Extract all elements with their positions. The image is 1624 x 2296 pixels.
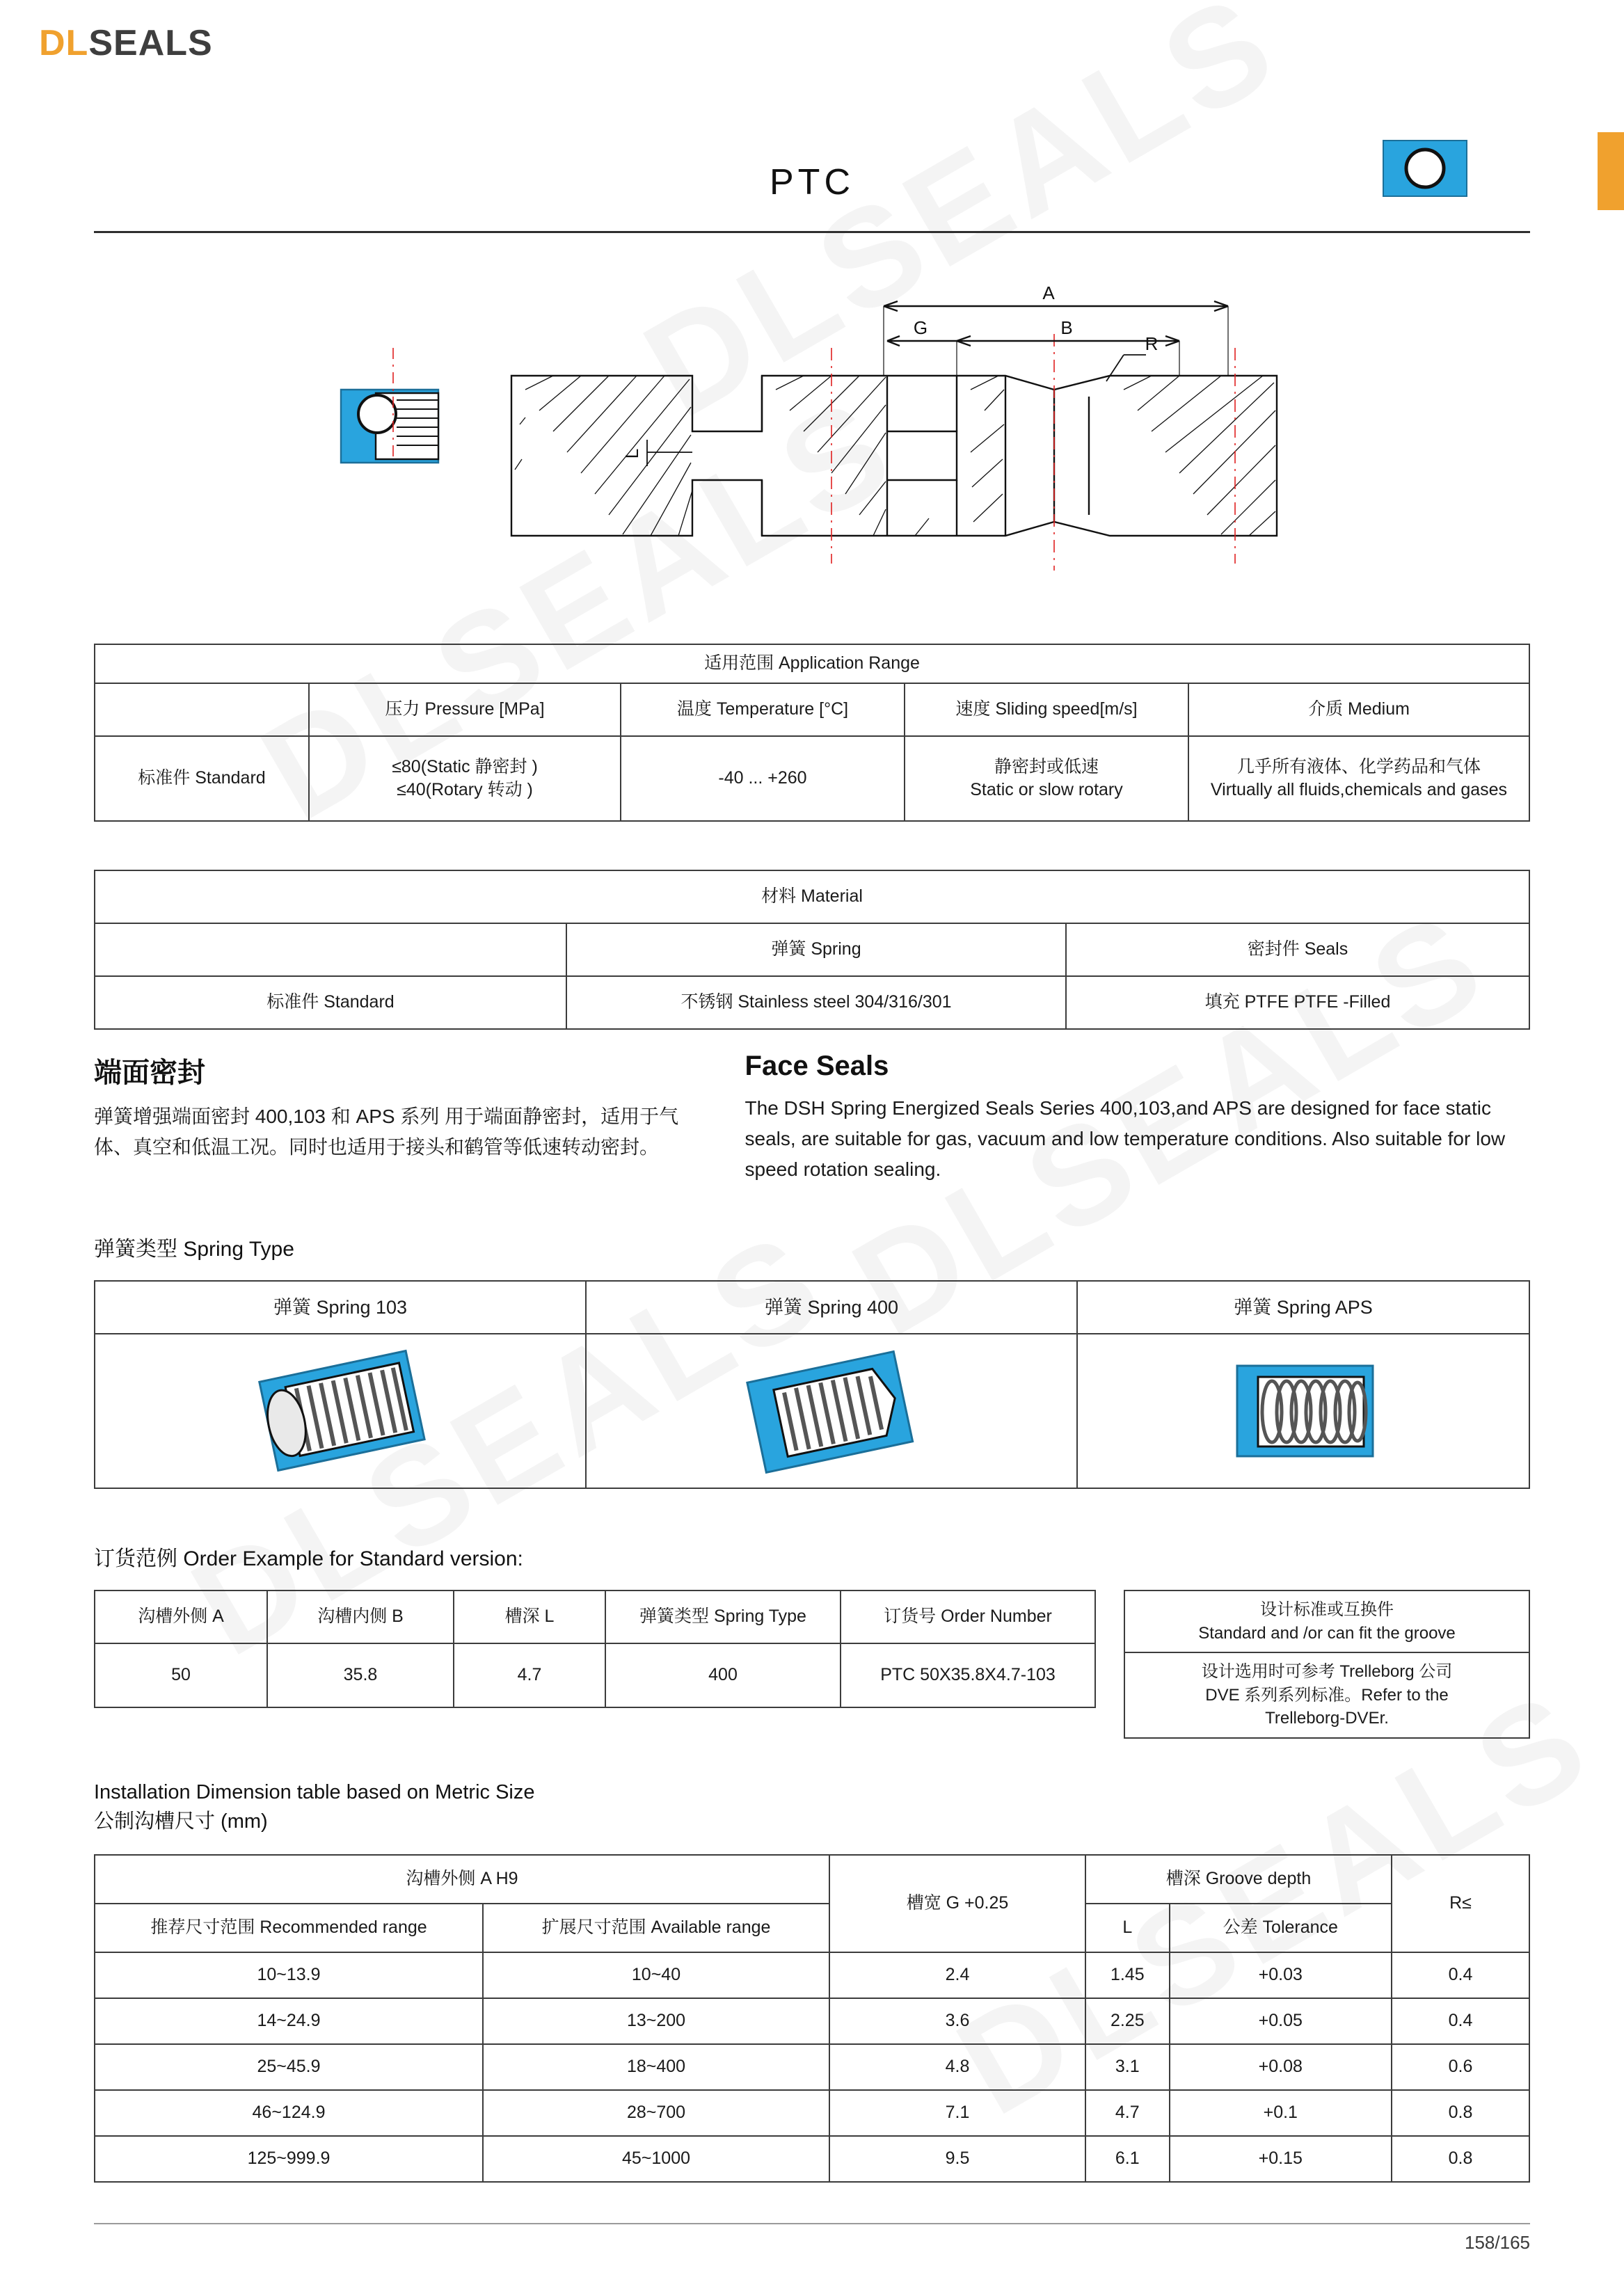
cell-spring-material: 不锈钢 Stainless steel 304/316/301 — [566, 976, 1066, 1029]
header-groove-outer: 沟槽外侧 A H9 — [95, 1855, 829, 1904]
header-groove-width: 槽宽 G +0.25 — [829, 1855, 1085, 1952]
cell-recommended: 10~13.9 — [95, 1952, 483, 1998]
table-row — [95, 2090, 1529, 2136]
spring-400-header: 弹簧 Spring 400 — [586, 1281, 1077, 1334]
note-body — [1124, 1652, 1529, 1738]
svg-text:B: B — [1060, 317, 1073, 338]
page-title: PTC — [770, 162, 854, 202]
cell-g: 2.4 — [829, 1952, 1085, 1998]
table-row — [95, 2136, 1529, 2182]
footer-divider — [94, 2223, 1530, 2224]
cell-tolerance: +0.05 — [1170, 1998, 1392, 2044]
cell-r: 0.4 — [1392, 1952, 1529, 1998]
header-groove-depth: 槽深 Groove depth — [1085, 1855, 1392, 1904]
cell-recommended: 14~24.9 — [95, 1998, 483, 2044]
table-row — [95, 1334, 1529, 1488]
cell-available: 10~40 — [483, 1952, 829, 1998]
table-row — [95, 1904, 1529, 1952]
note-body-line2: DVE 系列系列标准。Refer to the — [1205, 1685, 1449, 1705]
cell-medium — [1188, 736, 1529, 821]
cell-l: 1.45 — [1085, 1952, 1170, 1998]
value-groove-inner: 35.8 — [267, 1643, 454, 1707]
table-row — [95, 923, 1529, 976]
installation-label — [94, 1778, 535, 1836]
cell-r: 0.8 — [1392, 2090, 1529, 2136]
value-groove-depth: 4.7 — [454, 1643, 605, 1707]
spring-type-label: 弹簧类型 Spring Type — [94, 1238, 294, 1261]
col-empty — [95, 923, 566, 976]
value-spring-type: 400 — [605, 1643, 841, 1707]
cell-recommended: 25~45.9 — [95, 2044, 483, 2090]
application-range-header: 适用范围 Application Range — [95, 644, 1529, 683]
header-recommended-range: 推荐尺寸范围 Recommended range — [95, 1904, 483, 1952]
col-groove-outer: 沟槽外侧 A — [95, 1591, 267, 1643]
spring-103-header: 弹簧 Spring 103 — [95, 1281, 586, 1334]
cell-l: 6.1 — [1085, 2136, 1170, 2182]
table-row — [95, 683, 1529, 736]
spring-aps-image-cell — [1077, 1334, 1529, 1488]
technical-drawing — [94, 250, 1530, 626]
cell-g: 7.1 — [829, 2090, 1085, 2136]
cell-r: 0.4 — [1392, 1998, 1529, 2044]
title-divider — [94, 231, 1530, 233]
col-medium: 介质 Medium — [1188, 683, 1529, 736]
col-spring: 弹簧 Spring — [566, 923, 1066, 976]
cell-tolerance: +0.03 — [1170, 1952, 1392, 1998]
brand-logo-seals: SEALS — [88, 23, 213, 63]
table-row — [95, 1281, 1529, 1334]
table-row — [95, 644, 1529, 683]
description-en — [745, 1051, 1530, 1186]
table-row — [95, 2044, 1529, 2090]
spring-aps-icon — [1078, 1334, 1529, 1488]
speed-en: Static or slow rotary — [970, 780, 1123, 799]
cell-pressure — [309, 736, 621, 821]
pressure-rotary: ≤40(Rotary 转动 ) — [397, 780, 533, 799]
table-row — [95, 1855, 1529, 1904]
header-r: R≤ — [1392, 1855, 1529, 1952]
description-cn-title: 端面密封 — [94, 1058, 205, 1088]
cell-available: 18~400 — [483, 2044, 829, 2090]
installation-label-cn: 公制沟槽尺寸 (mm) — [94, 1810, 268, 1833]
cell-g: 4.8 — [829, 2044, 1085, 2090]
description-en-text: The DSH Spring Energized Seals Series 400,103,and APS are designed for face static seals, are suitable for gas, vacuum and low temperature conditions. Also suitable for low speed rotation sealing. — [745, 1097, 1506, 1181]
header-l: L — [1085, 1904, 1170, 1952]
cell-tolerance: +0.08 — [1170, 2044, 1392, 2090]
medium-cn: 几乎所有液体、化学药品和气体 — [1236, 756, 1481, 776]
note-body-line1: 设计选用时可参考 Trelleborg 公司 — [1201, 1662, 1453, 1682]
speed-cn: 静密封或低速 — [994, 756, 1099, 776]
description-cn-text: 弹簧增强端面密封 400,103 和 APS 系列 用于端面静密封，适用于气体、真空和低温工况。同时也适用于接头和鹤管等低速转动密封。 — [94, 1106, 679, 1158]
table-row — [95, 1952, 1529, 1998]
cell-recommended: 125~999.9 — [95, 2136, 483, 2182]
note-header-cn: 设计标准或互换件 — [1260, 1600, 1394, 1619]
table-row — [95, 976, 1529, 1029]
col-order-number: 订货号 Order Number — [841, 1591, 1095, 1643]
note-header — [1124, 1591, 1529, 1652]
cell-l: 3.1 — [1085, 2044, 1170, 2090]
cell-r: 0.8 — [1392, 2136, 1529, 2182]
svg-text:G: G — [913, 317, 928, 338]
table-row — [95, 870, 1529, 923]
material-table — [94, 870, 1530, 1030]
table-row — [1124, 1591, 1529, 1652]
spring-103-image-cell — [95, 1334, 586, 1488]
cell-g: 3.6 — [829, 1998, 1085, 2044]
col-groove-inner: 沟槽内侧 B — [267, 1591, 454, 1643]
medium-en: Virtually all fluids,chemicals and gases — [1210, 780, 1508, 799]
spring-400-image-cell — [586, 1334, 1077, 1488]
application-range-table — [94, 644, 1530, 822]
col-groove-depth: 槽深 L — [454, 1591, 605, 1643]
col-seals: 密封件 Seals — [1066, 923, 1529, 976]
col-spring-type: 弹簧类型 Spring Type — [605, 1591, 841, 1643]
value-order-number: PTC 50X35.8X4.7-103 — [841, 1643, 1095, 1707]
table-row — [1124, 1652, 1529, 1738]
note-header-en: Standard and /or can fit the groove — [1198, 1623, 1456, 1643]
cell-l: 4.7 — [1085, 2090, 1170, 2136]
cell-recommended: 46~124.9 — [95, 2090, 483, 2136]
description-section — [94, 1051, 1530, 1186]
cell-speed — [905, 736, 1188, 821]
description-cn — [94, 1051, 703, 1186]
cell-temperature: -40 ... +260 — [621, 736, 905, 821]
header-available-range: 扩展尺寸范围 Available range — [483, 1904, 829, 1952]
order-example-label: 订货范例 Order Example for Standard version: — [94, 1547, 523, 1570]
table-row — [95, 1998, 1529, 2044]
brand-logo — [39, 22, 213, 64]
svg-text:R: R — [1145, 333, 1159, 354]
cell-available: 13~200 — [483, 1998, 829, 2044]
spring-400-icon — [587, 1334, 1076, 1488]
cell-available: 28~700 — [483, 2090, 829, 2136]
cell-available: 45~1000 — [483, 2136, 829, 2182]
cell-tolerance: +0.1 — [1170, 2090, 1392, 2136]
svg-text:L: L — [621, 448, 642, 459]
description-en-title: Face Seals — [745, 1051, 889, 1081]
header-tolerance: 公差 Tolerance — [1170, 1904, 1392, 1952]
material-header: 材料 Material — [95, 870, 1529, 923]
col-speed: 速度 Sliding speed[m/s] — [905, 683, 1188, 736]
installation-dimension-table — [94, 1854, 1530, 2183]
standard-note-table — [1124, 1590, 1530, 1739]
row-label-standard: 标准件 Standard — [95, 976, 566, 1029]
page-number: 158/165 — [1465, 2232, 1530, 2253]
spring-aps-header: 弹簧 Spring APS — [1077, 1281, 1529, 1334]
col-pressure: 压力 Pressure [MPa] — [309, 683, 621, 736]
cell-r: 0.6 — [1392, 2044, 1529, 2090]
spring-103-icon — [95, 1334, 585, 1488]
svg-text:A: A — [1042, 282, 1055, 303]
table-row — [95, 736, 1529, 821]
table-row — [95, 1643, 1095, 1707]
pressure-static: ≤80(Static 静密封 ) — [392, 756, 538, 776]
installation-label-en: Installation Dimension table based on Metric Size — [94, 1781, 535, 1803]
cell-l: 2.25 — [1085, 1998, 1170, 2044]
brand-logo-dl: DL — [39, 23, 89, 63]
note-body-line3: Trelleborg-DVEr. — [1265, 1709, 1389, 1728]
order-example-table — [94, 1590, 1096, 1708]
cell-seal-material: 填充 PTFE PTFE -Filled — [1066, 976, 1529, 1029]
col-temperature: 温度 Temperature [°C] — [621, 683, 905, 736]
col-empty — [95, 683, 309, 736]
table-row — [95, 1591, 1095, 1643]
cell-tolerance: +0.15 — [1170, 2136, 1392, 2182]
row-label-standard: 标准件 Standard — [95, 736, 309, 821]
value-groove-outer: 50 — [95, 1643, 267, 1707]
cell-g: 9.5 — [829, 2136, 1085, 2182]
spring-type-table — [94, 1280, 1530, 1489]
